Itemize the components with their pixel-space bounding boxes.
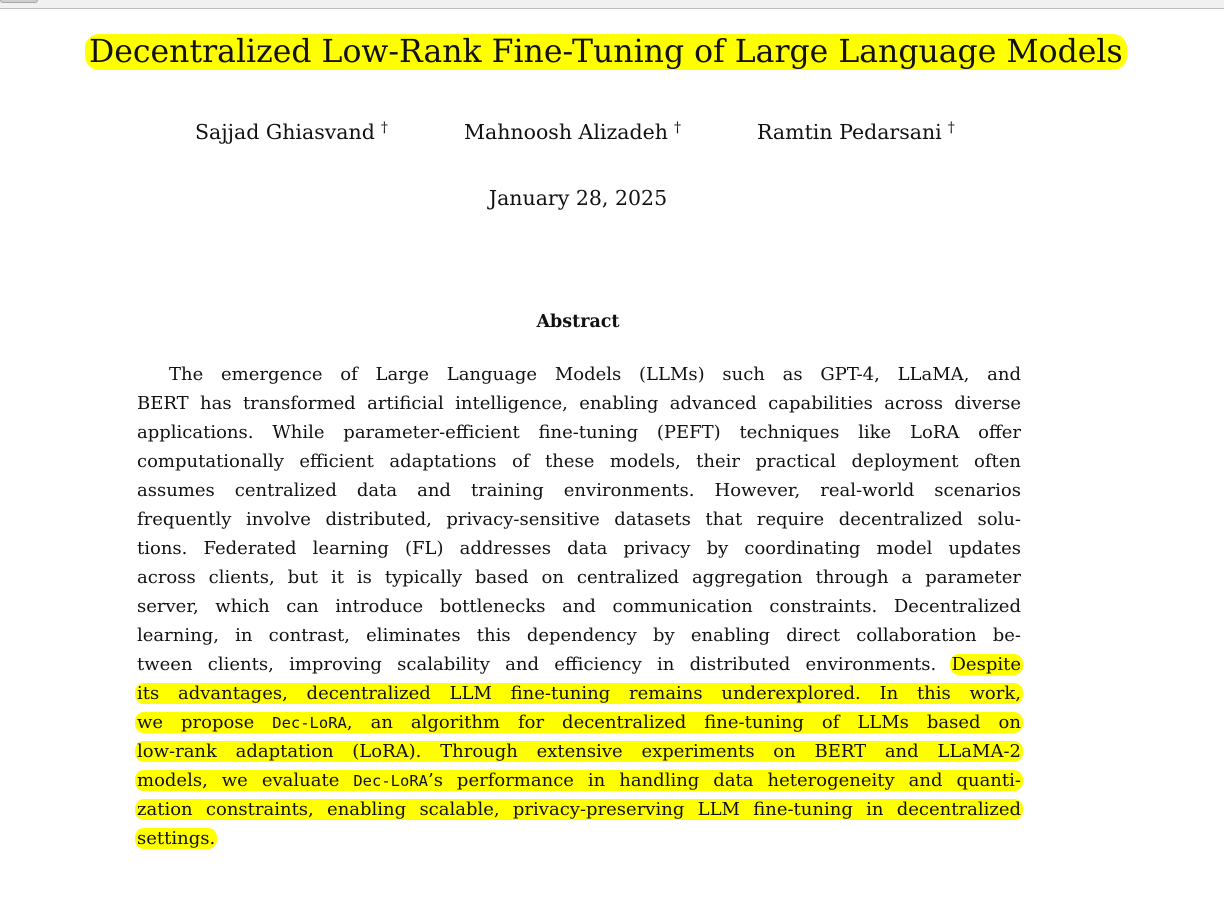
abstract-line: assumes centralized data and training environments. However, real-world scenarios (137, 480, 1021, 501)
abstract-line: computationally efficient adaptations of these models, their practical deployment often (137, 451, 1021, 472)
author-2 (464, 120, 681, 144)
abstract-line: tions. Federated learning (FL) addresses data privacy by coordinating model updates (137, 538, 1021, 559)
author-list (0, 120, 1224, 148)
abstract-line: learning, in contrast, eliminates this dependency by enabling direct collaboration be- (137, 625, 1021, 646)
viewer-top-bar (0, 0, 1224, 9)
affiliation-mark: † (380, 120, 388, 136)
highlighted-text: low-rank adaptation (LoRA). Through extensive experiments on BERT and LLaMA-2 (137, 741, 1021, 762)
abstract-line (137, 795, 1021, 824)
abstract-text: models, we evaluate (137, 770, 340, 791)
abstract-line (137, 650, 1021, 679)
paper-date: January 28, 2025 (488, 186, 668, 210)
abstract-line (137, 824, 1021, 853)
paper-title (85, 33, 1127, 71)
abstract-line (137, 708, 1021, 737)
pdf-page (0, 9, 1224, 909)
highlighted-text (135, 712, 1023, 733)
author-name: Sajjad Ghiasvand (195, 120, 375, 144)
abstract-line (137, 766, 1021, 795)
abstract-line: applications. While parameter-efficient fine-tuning (PEFT) techniques like LoRA offer (137, 422, 1021, 443)
abstract-line: BERT has transformed artificial intelligence, enabling advanced capabilities across diverse (137, 393, 1021, 414)
viewer-tab[interactable] (0, 0, 38, 3)
abstract-line (137, 737, 1021, 766)
abstract-line: across clients, but it is typically based on centralized aggregation through a parameter (137, 567, 1021, 588)
abstract-heading: Abstract (536, 312, 620, 332)
abstract-line (137, 679, 1021, 708)
affiliation-mark: † (673, 120, 681, 136)
abstract-text: , an algorithm for decentralized fine-tuning of LLMs based on (346, 712, 1021, 733)
highlighted-text (135, 770, 1023, 791)
author-name: Mahnoosh Alizadeh (464, 120, 668, 144)
abstract-line: The emergence of Large Language Models (LLMs) such as GPT-4, LLaMA, and (169, 364, 1021, 385)
title-highlight: Decentralized Low-Rank Fine-Tuning of Large Language Models (85, 34, 1127, 70)
abstract-line: frequently involve distributed, privacy-sensitive datasets that require decentralized solu- (137, 509, 1021, 530)
highlighted-text: its advantages, decentralized LLM fine-tuning remains underexplored. In this work, (137, 683, 1021, 704)
highlighted-text: zation constraints, enabling scalable, privacy-preserving LLM fine-tuning in decentralized (137, 799, 1021, 820)
abstract-line: server, which can introduce bottlenecks and communication constraints. Decentralized (137, 596, 1021, 617)
abstract-text: ’s performance in handling data heterogeneity and quanti- (427, 770, 1021, 791)
algorithm-name: Dec-LoRA (272, 714, 347, 732)
affiliation-mark: † (947, 120, 955, 136)
algorithm-name: Dec-LoRA (353, 772, 428, 790)
author-1 (195, 120, 388, 144)
highlighted-text: settings. (137, 828, 216, 849)
abstract-text: tween clients, improving scalability and efficiency in distributed environments. (137, 654, 937, 675)
highlighted-text: Despite (951, 654, 1021, 675)
author-3 (757, 120, 955, 144)
abstract-text: we propose (137, 712, 255, 733)
author-name: Ramtin Pedarsani (757, 120, 942, 144)
